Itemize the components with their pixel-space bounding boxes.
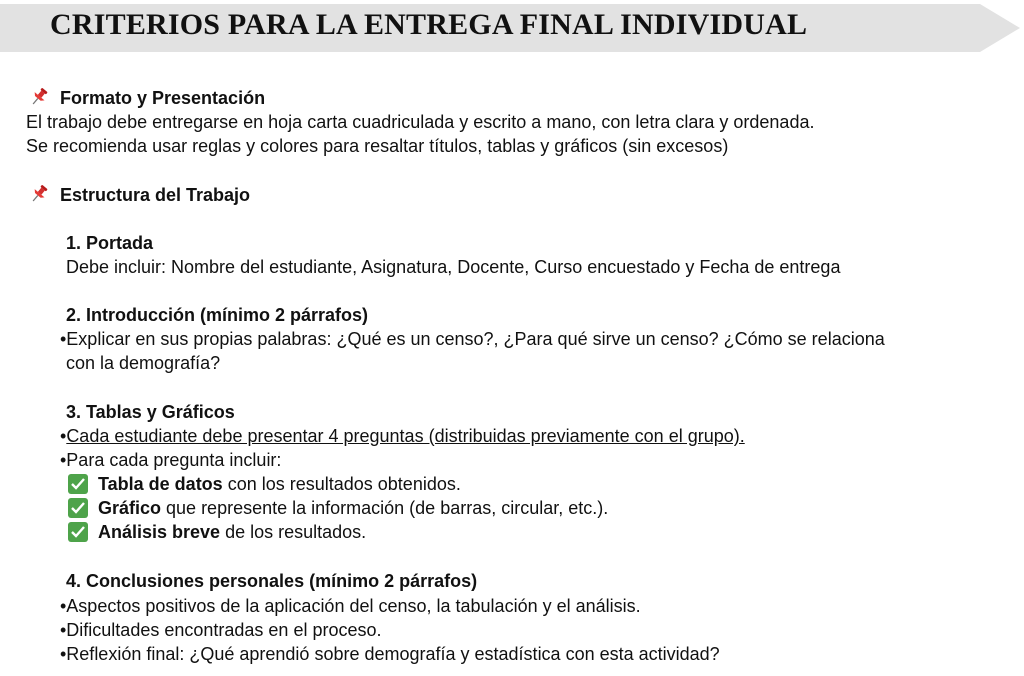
introduccion-heading: 2. Introducción (mínimo 2 párrafos) — [66, 305, 369, 325]
tablas-item-2 — [68, 497, 608, 519]
tablas-item-2-rest: que represente la información (de barras, circular, etc.). — [161, 498, 609, 518]
estructura-heading-row — [28, 183, 250, 206]
tablas-heading: 3. Tablas y Gráficos — [66, 402, 235, 422]
tablas-line-1 — [60, 425, 745, 447]
tablas-item-1-rest: con los resultados obtenidos. — [222, 474, 461, 494]
formato-heading: Formato y Presentación — [60, 88, 266, 108]
tablas-item-3-bold: Análisis breve — [98, 522, 221, 542]
checkmark-icon — [68, 522, 88, 542]
formato-line-1: El trabajo debe entregarse en hoja carta cuadriculada y escrito a mano, con letra clara y ordenada. — [26, 112, 815, 132]
tablas-item-1 — [68, 473, 461, 495]
pushpin-icon — [28, 86, 50, 108]
tablas-item-1-bold: Tabla de datos — [98, 474, 223, 494]
introduccion-line-2: con la demografía? — [66, 353, 221, 373]
bullet: • — [60, 426, 67, 446]
conclusiones-line-2: •Dificultades encontradas en el proceso. — [60, 620, 382, 640]
conclusiones-line-1: •Aspectos positivos de la aplicación del censo, la tabulación y el análisis. — [60, 596, 641, 616]
conclusiones-heading: 4. Conclusiones personales (mínimo 2 párrafos) — [66, 571, 478, 591]
pushpin-icon — [28, 183, 50, 205]
portada-heading: 1. Portada — [66, 233, 154, 253]
tablas-item-3-rest: de los resultados. — [220, 522, 367, 542]
tablas-line-2: •Para cada pregunta incluir: — [60, 450, 282, 470]
formato-line-2: Se recomienda usar reglas y colores para resaltar títulos, tablas y gráficos (sin excesos) — [26, 136, 729, 156]
conclusiones-line-3: •Reflexión final: ¿Qué aprendió sobre demografía y estadística con esta actividad? — [60, 644, 720, 664]
page-title: CRITERIOS PARA LA ENTREGA FINAL INDIVIDUAL — [50, 8, 808, 41]
tablas-item-2-bold: Gráfico — [98, 498, 162, 518]
title-banner — [0, 0, 1024, 52]
checkmark-icon — [68, 498, 88, 518]
formato-heading-row — [28, 86, 265, 109]
tablas-item-3 — [68, 521, 366, 543]
introduccion-line-1: •Explicar en sus propias palabras: ¿Qué es un censo?, ¿Para qué sirve un censo? ¿Cómo se relaciona — [60, 329, 885, 349]
checkmark-icon — [68, 474, 88, 494]
portada-line-1: Debe incluir: Nombre del estudiante, Asignatura, Docente, Curso encuestado y Fecha de entrega — [66, 257, 841, 277]
tablas-line-1-text: Cada estudiante debe presentar 4 preguntas (distribuidas previamente con el grupo). — [66, 426, 745, 446]
estructura-heading: Estructura del Trabajo — [60, 185, 251, 205]
